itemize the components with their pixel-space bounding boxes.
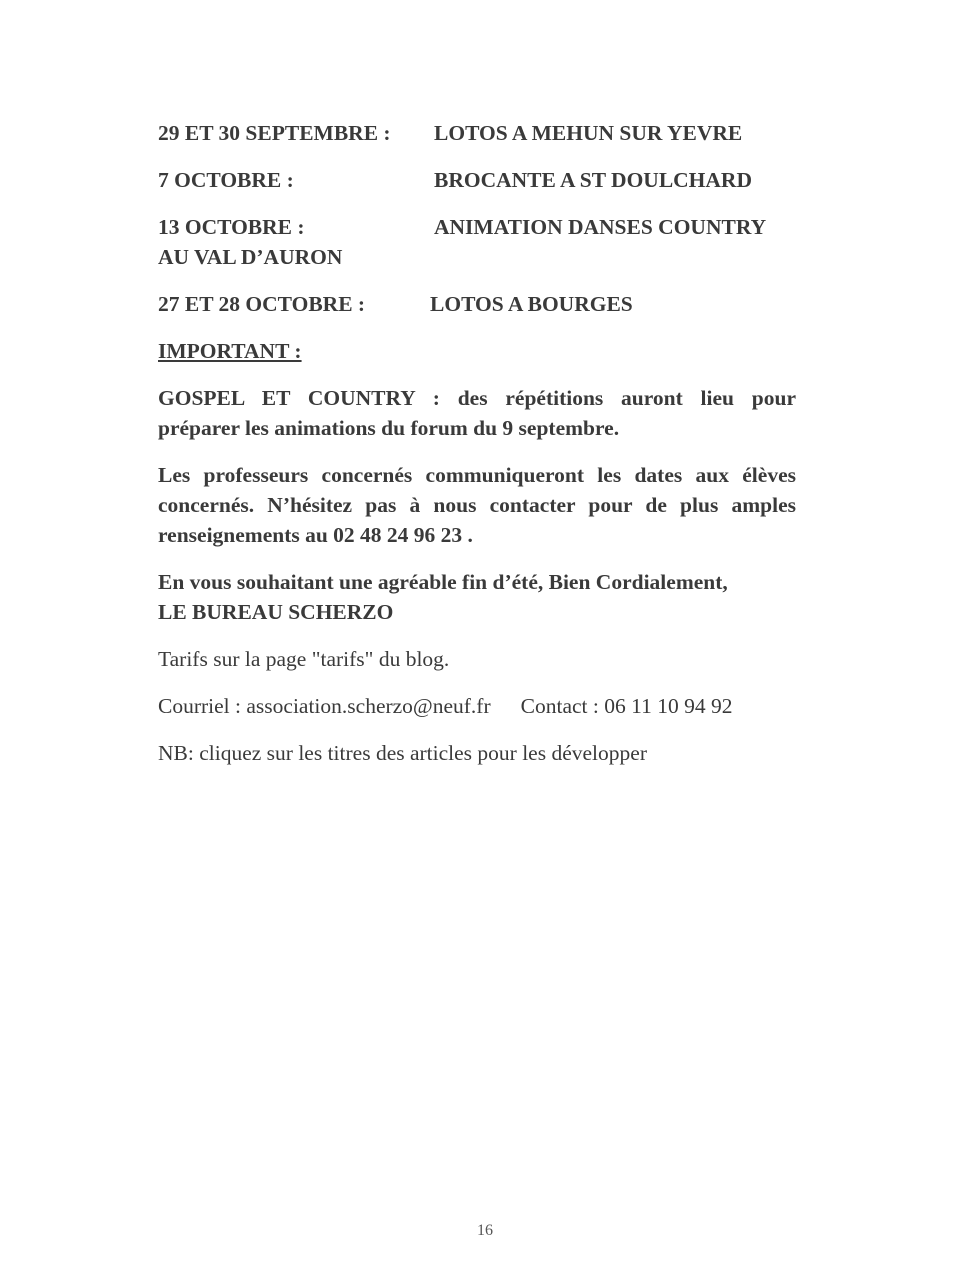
professeurs-line: renseignements au 02 48 24 96 23 . (158, 523, 473, 547)
contact-phone: Contact : 06 11 10 94 92 (520, 694, 733, 718)
schedule-event: ANIMATION DANSES COUNTRY (434, 215, 767, 239)
page-number: 16 (477, 1222, 493, 1239)
professeurs-paragraph (158, 460, 796, 550)
signature: LE BUREAU SCHERZO (158, 600, 394, 624)
professeurs-line: Les professeurs concernés communiqueront les dates aux élèves (158, 463, 796, 487)
schedule-date: 29 ET 30 SEPTEMBRE : (158, 121, 391, 145)
closing-paragraph (158, 567, 796, 627)
schedule-row (158, 289, 796, 319)
nb-note: NB: cliquez sur les titres des articles pour les développer (158, 741, 647, 765)
schedule-row (158, 212, 796, 272)
schedule-date: 13 OCTOBRE : (158, 215, 305, 239)
gospel-line: GOSPEL ET COUNTRY : des répétitions auront lieu pour (158, 386, 796, 410)
schedule-date: 7 OCTOBRE : (158, 168, 294, 192)
schedule-event: LOTOS A MEHUN SUR YEVRE (434, 121, 743, 145)
courriel-text: Courriel : association.scherzo@neuf.fr (158, 694, 491, 718)
closing-line: En vous souhaitant une agréable fin d’été, Bien Cordialement, (158, 570, 728, 594)
schedule-row (158, 118, 796, 148)
gospel-line: préparer les animations du forum du 9 septembre. (158, 416, 620, 440)
contact-line (158, 691, 796, 721)
gospel-paragraph (158, 383, 796, 443)
schedule-location: AU VAL D’AURON (158, 245, 343, 269)
important-heading: IMPORTANT : (158, 339, 302, 363)
schedule-date: 27 ET 28 OCTOBRE : (158, 292, 366, 316)
schedule-event: BROCANTE A ST DOULCHARD (434, 168, 752, 192)
schedule-row (158, 165, 796, 195)
professeurs-line: concernés. N’hésitez pas à nous contacter pour de plus amples (158, 493, 796, 517)
schedule-event: LOTOS A BOURGES (430, 292, 633, 316)
important-heading-block (158, 336, 796, 366)
tarifs-note: Tarifs sur la page "tarifs" du blog. (158, 647, 450, 671)
page-content (158, 118, 796, 785)
